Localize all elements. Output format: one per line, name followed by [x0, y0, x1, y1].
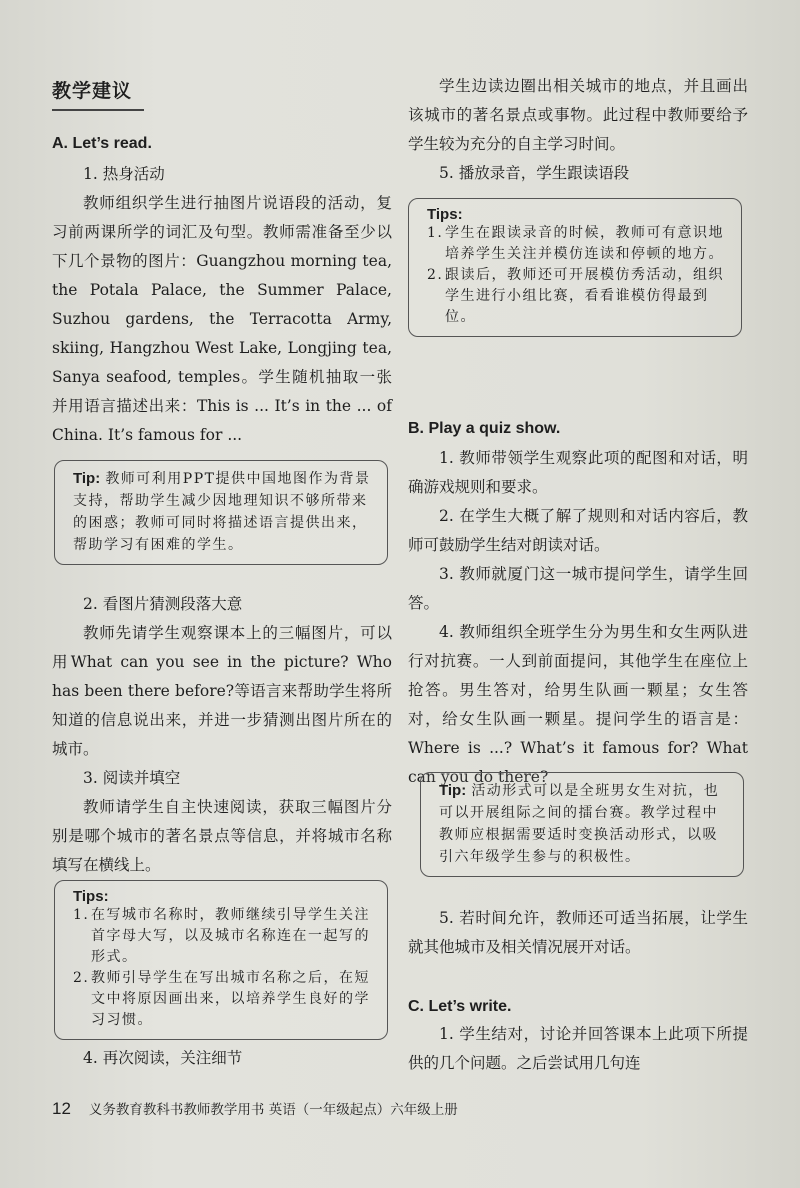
paragraph-b2: 2. 在学生大概了解了规则和对话内容后，教师可鼓励学生结对朗读对话。 [408, 507, 748, 554]
section-title: 教学建议 [52, 76, 144, 111]
section-c-heading: C. Let’s write. [408, 998, 512, 1015]
tips-label: Tips: [73, 888, 109, 905]
tips-label: Tips: [427, 206, 463, 223]
paragraph-c1: 1. 学生结对，讨论并回答课本上此项下所提供的几个问题。之后尝试用几句连 [408, 1025, 748, 1072]
tips-item: 2. 跟读后，教师还可开展模仿秀活动，组织学生进行小组比赛，看看谁模仿得最到位。 [427, 267, 724, 325]
book-title: 义务教育教科书教师教学用书 英语（一年级起点）六年级上册 [88, 1102, 458, 1118]
tips-item: 2. 教师引导学生在写出城市名称之后，在短文中将原因画出来，以培养学生良好的学习习惯。 [73, 970, 370, 1028]
step-2: 2. 看图片猜测段落大意 [83, 595, 243, 613]
tip-text: 活动形式可以是全班男女生对抗，也可以开展组际之间的擂台赛。教学过程中教师应根据需要适时变换活动形式，以吸引六年级学生参与的积极性。 [439, 783, 720, 865]
paragraph-fill: 教师请学生自主快速阅读，获取三幅图片分别是哪个城市的著名景点等信息，并将城市名称填写在横线上。 [52, 798, 392, 874]
paragraph-b1: 1. 教师带领学生观察此项的配图和对话，明确游戏规则和要求。 [408, 449, 748, 496]
left-middle-text-block [52, 590, 392, 880]
right-b5-text [408, 904, 748, 962]
step-4: 4. 再次阅读，关注细节 [83, 1049, 243, 1067]
tip-label: Tip: [73, 470, 101, 487]
tips-box-listening [408, 198, 742, 337]
tips-item: 1. 在写城市名称时，教师继续引导学生关注首字母大写，以及城市名称连在一起写的形式。 [73, 907, 370, 965]
step-1: 1. 热身活动 [83, 165, 165, 183]
tip-label: Tip: [439, 782, 467, 799]
paragraph-b4: 4. 教师组织全班学生分为男生和女生两队进行对抗赛。一人到前面提问，其他学生在座位上抢答。男生答对，给男生队画一颗星；女生答对，给女生队画一颗星。提问学生的语言是：Where is ...? What’s it famous for? What can you do there? [408, 623, 748, 786]
tips-item: 1. 学生在跟读录音的时候，教师可有意识地培养学生关注并模仿连读和停顿的地方。 [427, 225, 724, 262]
paragraph-circle: 学生边读边圈出相关城市的地点，并且画出该城市的著名景点或事物。此过程中教师要给予学生较为充分的自主学习时间。 [408, 77, 748, 153]
page-number: 12 [52, 1099, 71, 1118]
step-5: 5. 播放录音，学生跟读语段 [439, 164, 630, 182]
page-footer [52, 1098, 458, 1119]
paragraph-guess: 教师先请学生观察课本上的三幅图片，可以用What can you see in the picture? Who has been there before?等语言来帮助学生将所知道的信息说出来，并进一步猜测出图片所在的城市。 [52, 624, 392, 758]
section-c-text-block [408, 1020, 748, 1078]
section-b-heading: B. Play a quiz show. [408, 420, 561, 437]
section-a-heading: A. Let’s read. [52, 135, 152, 152]
paragraph-b3: 3. 教师就厦门这一城市提问学生，请学生回答。 [408, 565, 748, 612]
left-main-text-block [52, 160, 392, 450]
left-bottom-text [52, 1044, 392, 1073]
step-3: 3. 阅读并填空 [83, 769, 181, 787]
tip-box-competition [420, 772, 744, 877]
paragraph-b5: 5. 若时间允许，教师还可适当拓展，让学生就其他城市及相关情况展开对话。 [408, 909, 748, 956]
tips-box-writing [54, 880, 388, 1040]
paragraph-warmup: 教师组织学生进行抽图片说语段的活动，复习前两课所学的词汇及句型。教师需准备至少以下几个景物的图片：Guangzhou morning tea, the Potala Palace, the Summer Palace, Suzhou gardens, the Terracotta Army, skiing, Hangzhou West Lake, Longjing tea, Sanya seafood, temples。学生随机抽取一张并用语言描述出来：This is ... It’s in the ... of China. It’s famous for ... [52, 194, 392, 444]
tip-text: 教师可利用PPT提供中国地图作为背景支持，帮助学生减少因地理知识不够所带来的困惑；教师可同时将描述语言提供出来，帮助学习有困难的学生。 [73, 471, 371, 553]
right-top-text-block [408, 72, 748, 188]
tip-box-map [54, 460, 388, 565]
section-b-text-block [408, 444, 748, 792]
